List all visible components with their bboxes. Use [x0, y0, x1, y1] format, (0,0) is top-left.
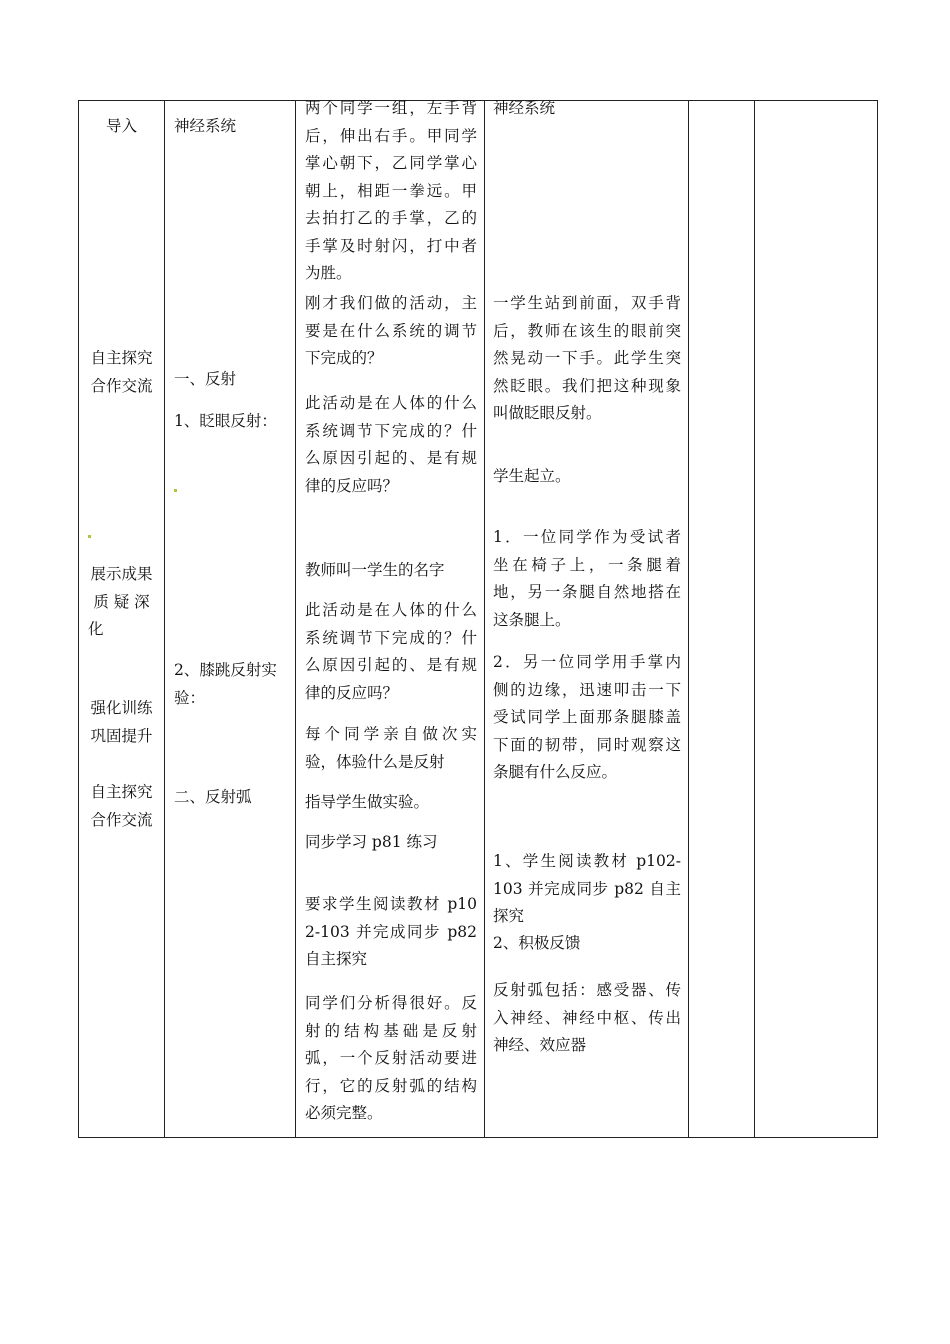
empty-column-5 [689, 101, 754, 1137]
stage-explore-2: 自主探究 合作交流 [90, 783, 153, 829]
teacher-paragraph-5: 此活动是在人体的什么 系统调节下完成的？什 么原因引起的、是有规 律的反应吗？ [305, 601, 477, 702]
teacher-paragraph-4: 教师叫一学生的名字 [305, 561, 445, 579]
stage-explore-1: 自主探究 合作交流 [90, 349, 153, 395]
student-paragraph-6: 1、学生阅读教材 p102- 103 并完成同步 p82 自主 探究 [493, 852, 681, 925]
teacher-paragraph-7: 指导学生做实验。 [305, 793, 430, 811]
student-paragraph-3: 学生起立。 [493, 467, 571, 485]
student-paragraph-8: 反射弧包括：感受器、传 入神经、神经中枢、传出 神经、效应器 [493, 981, 681, 1054]
teacher-paragraph-10: 同学们分析得很好。反 射的结构基础是反射 弧，一个反射活动要进 行，它的反射弧的结构 必须完整。 [305, 994, 477, 1122]
student-column [485, 101, 688, 1137]
student-paragraph-2: 一学生站到前面，双手背 后，教师在该生的眼前突 然晃动一下手。此学生突 然眨眼。我们把这种现象 叫做眨眼反射。 [493, 294, 681, 422]
lesson-plan-table [78, 100, 878, 1138]
teacher-paragraph-1: 两个同学一组，左手背 后，伸出右手。甲同学 掌心朝下，乙同学掌心 朝上，相距一拳远。甲 去拍打乙的手掌，乙的 手掌及时射闪，打中者 为胜。 [305, 99, 477, 282]
topic-column [165, 101, 295, 1137]
topic-reflex-arc: 二、反射弧 [174, 788, 252, 806]
stray-mark [88, 535, 91, 538]
stray-mark [174, 489, 177, 492]
empty-column-6 [755, 101, 877, 1137]
teacher-paragraph-2: 刚才我们做的活动，主 要是在什么系统的调节 下完成的？ [305, 294, 477, 367]
topic-reflex: 一、反射 [174, 370, 237, 388]
teacher-column [296, 101, 484, 1137]
topic-knee-jerk: 2、膝跳反射实 验： [174, 661, 277, 707]
stage-intro: 导入 [105, 117, 137, 135]
student-paragraph-4: 1．一位同学作为受试者 坐在椅子上，一条腿着 地，另一条腿自然地搭在 这条腿上。 [493, 528, 681, 629]
student-paragraph-7: 2、积极反馈 [493, 934, 581, 952]
teacher-paragraph-9: 要求学生阅读教材 p10 2-103 并完成同步 p82 自主探究 [305, 895, 477, 968]
teacher-paragraph-6: 每个同学亲自做次实 验，体验什么是反射 [305, 725, 477, 771]
stage-column [79, 101, 164, 1137]
topic-nervous-system: 神经系统 [174, 117, 237, 135]
student-paragraph-5: 2．另一位同学用手掌内 侧的边缘，迅速叩击一下 受试同学上面那条腿膝盖 下面的韧带，同时观察这 条腿有什么反应。 [493, 653, 681, 781]
teacher-paragraph-3: 此活动是在人体的什么 系统调节下完成的？什 么原因引起的、是有规 律的反应吗？ [305, 394, 477, 495]
teacher-paragraph-8: 同步学习 p81 练习 [305, 833, 438, 851]
student-paragraph-1: 神经系统 [493, 99, 556, 117]
stage-training: 强化训练 巩固提升 [90, 699, 153, 745]
topic-blink-reflex: 1、眨眼反射： [174, 412, 277, 430]
stage-show-results: 展示成果 质 疑 深 化 [88, 565, 153, 638]
